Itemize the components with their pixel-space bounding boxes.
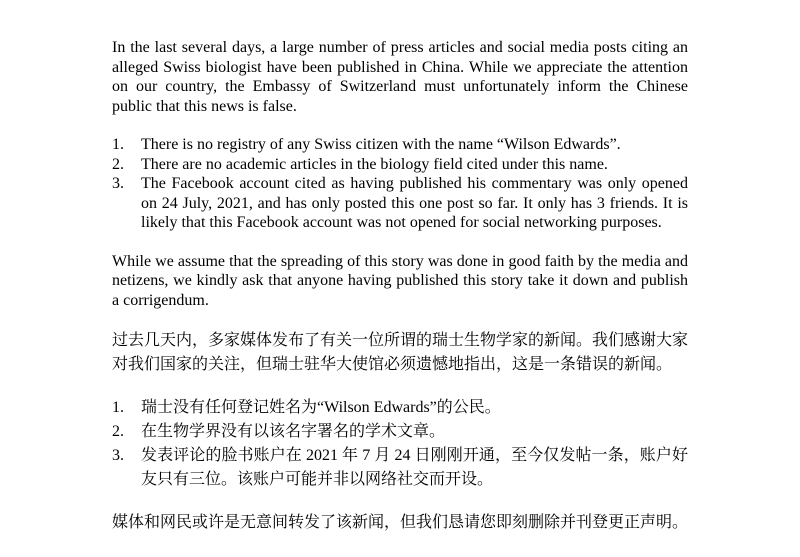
english-intro-paragraph: In the last several days, a large number of press articles and social media posts citing an alleged Swiss biologist have been published in China. While we appreciate the attention on our country, the Embassy of Switzerland must unfortunately inform the Chinese public that this news is false.: [112, 39, 688, 115]
chinese-list-item-1: 瑞士没有任何登记姓名为“Wilson Edwards”的公民。: [141, 399, 501, 417]
chinese-list-item-2: 在生物学界没有以该名字署名的学术文章。: [141, 423, 446, 441]
english-list-item-3: The Facebook account cited as having published his commentary was only opened on 24 July, 2021, and has only posted this one post so far. It only has 3 friends. It is likely that this Facebook account was not opened for social networking purposes.: [141, 175, 688, 232]
chinese-intro-paragraph: 过去几天内，多家媒体发布了有关一位所谓的瑞士生物学家的新闻。我们感谢大家对我们国家的关注，但瑞士驻华大使馆必须遗憾地指出，这是一条错误的新闻。: [112, 332, 689, 374]
chinese-numbered-list: [112, 396, 688, 492]
chinese-list-item-3: 发表评论的脸书账户在 2021 年 7 月 24 日刚刚开通，至今仅发帖一条，账户好友只有三位。该账户可能并非以网络社交而开设。: [141, 447, 688, 489]
chinese-closing-paragraph: 媒体和网民或许是无意间转发了该新闻，但我们恳请您即刻删除并刊登更正声明。: [112, 514, 689, 532]
english-list-item-1: There is no registry of any Swiss citizen with the name “Wilson Edwards”.: [141, 136, 621, 154]
english-closing-paragraph: While we assume that the spreading of this story was done in good faith by the media and netizens, we kindly ask that anyone having published this story take it down and publish a corrigendum.: [112, 252, 688, 309]
english-list-item-2: There are no academic articles in the biology field cited under this name.: [141, 155, 608, 173]
english-numbered-list: [112, 135, 688, 233]
